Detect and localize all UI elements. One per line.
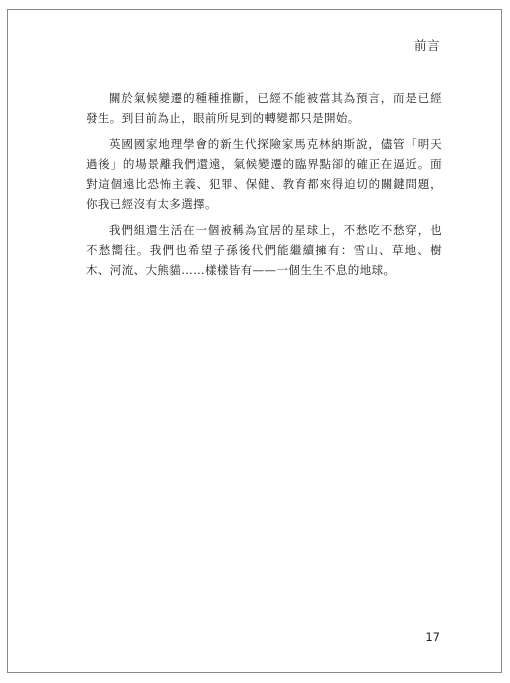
paragraph-1: 關於氣候變遷的種種推斷，已經不能被當其為預言，而是已經發生。到目前為止，眼前所見到的轉變都只是開始。 [86,91,442,125]
running-header-title: 前言 [413,38,440,53]
body-text [86,88,442,286]
page-number: 17 [425,630,440,644]
paragraph-2: 英國國家地理學會的新生代探險家馬克林納斯說，儘管「明天過後」的場景離我們還遠，氣候變遷的臨界點卻的確正在逼近。面對這個遠比恐怖主義、犯罪、保健、教育都來得迫切的關鍵問題，你我已經沒有太多選擇。 [86,137,442,211]
paragraph-3: 我們組還生活在一個被稱為宜居的星球上，不愁吃不愁穿，也不愁嚮往。我們也希望子孫後代們能繼續擁有：雪山、草地、樹木、河流、大熊貓……樣樣皆有——一個生生不息的地球。 [86,223,442,277]
